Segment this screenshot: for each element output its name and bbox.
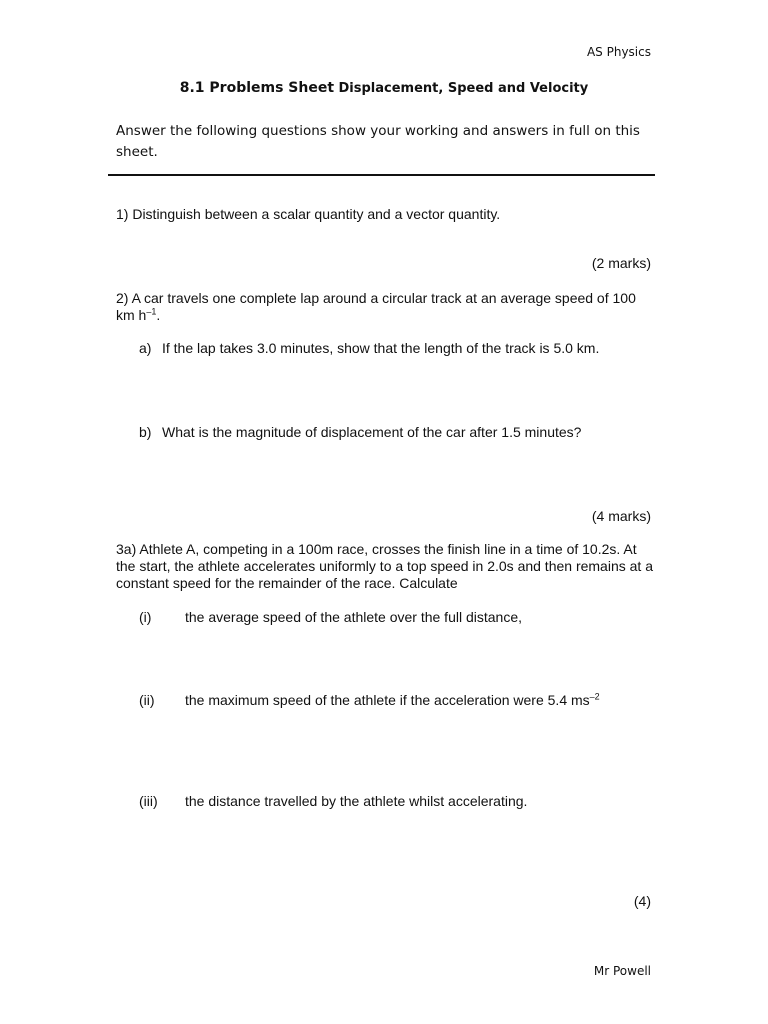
question-3-intro: 3a) Athlete A, competing in a 100m race, crosses the finish line in a time of 10.2s. At the start, the athlete accelerates uniformly to a top speed in 2.0s and then remains at a constant speed for the remainder of the race. Calculate	[116, 541, 653, 591]
question-3-marks: (4)	[633, 893, 651, 909]
question-3-iii-text: the distance travelled by the athlete whilst accelerating.	[185, 793, 528, 809]
question-3-i-text: the average speed of the athlete over the full distance,	[185, 609, 523, 625]
question-2a-label: a)	[139, 340, 152, 356]
question-2-marks: (4 marks)	[591, 508, 651, 524]
divider	[108, 174, 655, 176]
title-sheet: 8.1 Problems Sheet	[179, 80, 335, 96]
question-2b-label: b)	[139, 424, 152, 440]
instructions: Answer the following questions show your working and answers in full on this sheet.	[116, 123, 640, 160]
question-2a-text: If the lap takes 3.0 minutes, show that the length of the track is 5.0 km.	[162, 340, 600, 356]
footer-author: Mr Powell	[593, 964, 651, 978]
question-2-intro-text: 2) A car travels one complete lap around a circular track at an average speed of 100 km h	[116, 290, 636, 323]
question-1-marks: (2 marks)	[591, 255, 651, 271]
question-2-intro	[116, 290, 656, 324]
header-course: AS Physics	[586, 45, 651, 59]
question-3-ii-sup: –2	[589, 691, 600, 702]
question-2-intro-sup: –1	[146, 306, 157, 317]
question-2-intro-end: .	[156, 307, 161, 323]
page-title	[0, 80, 768, 96]
question-3-ii-text	[185, 692, 600, 708]
title-topic: Displacement, Speed and Velocity	[338, 81, 589, 96]
question-3-ii-body: the maximum speed of the athlete if the acceleration were 5.4 ms	[185, 692, 590, 708]
question-3-i-label: (i)	[139, 609, 152, 625]
question-2b-text: What is the magnitude of displacement of the car after 1.5 minutes?	[162, 424, 582, 440]
question-1-text: 1) Distinguish between a scalar quantity and a vector quantity.	[116, 206, 501, 222]
question-3-iii-label: (iii)	[139, 793, 158, 809]
question-3-ii-label: (ii)	[139, 692, 155, 708]
